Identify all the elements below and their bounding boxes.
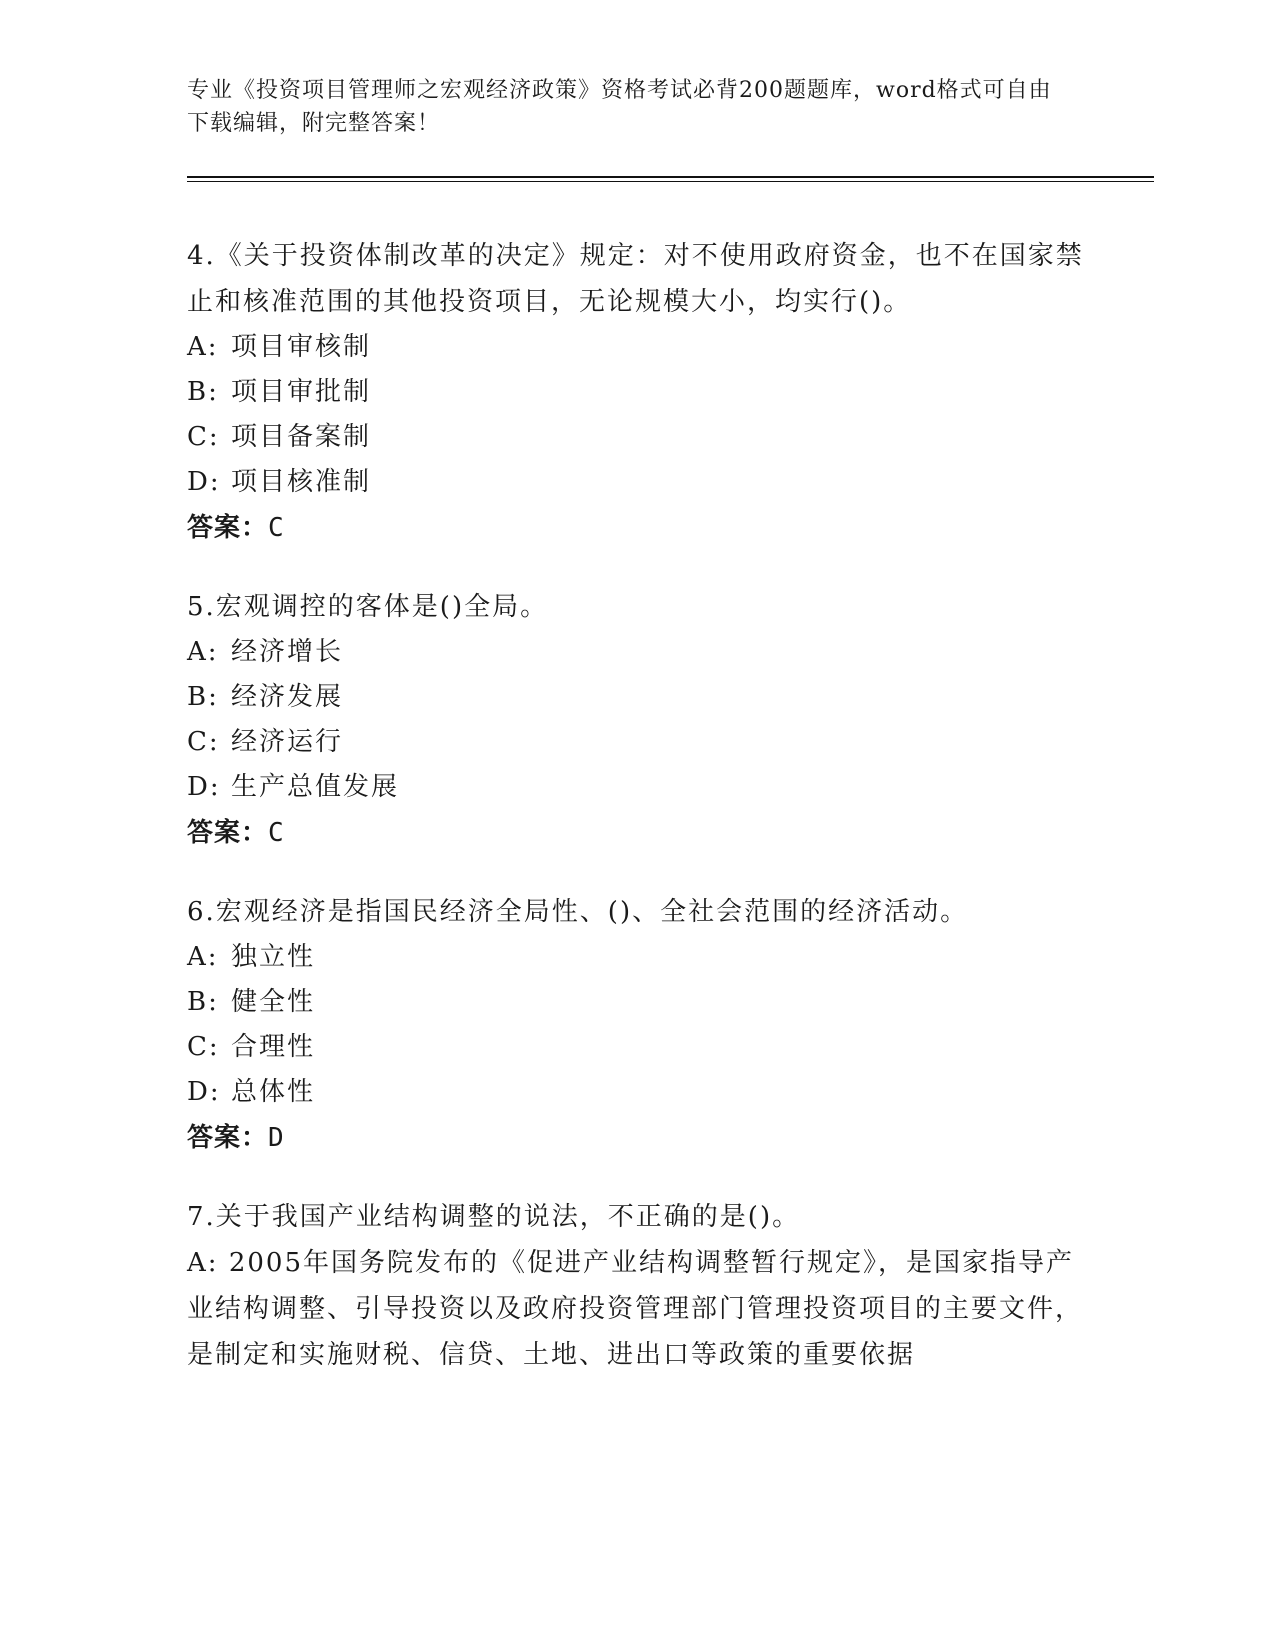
question-text: 4.《关于投资体制改革的决定》规定：对不使用政府资金，也不在国家禁止和核准范围的其他投资项目，无论规模大小，均实行()。 bbox=[187, 241, 1084, 317]
option-text: 生产总值发展 bbox=[231, 772, 400, 802]
option-d bbox=[187, 1070, 1087, 1115]
option-a bbox=[187, 630, 1087, 675]
option-key: C: bbox=[187, 422, 220, 452]
option-text: 经济增长 bbox=[231, 637, 344, 667]
option-key: B: bbox=[187, 682, 219, 712]
option-key: A: bbox=[187, 942, 219, 972]
option-key: D: bbox=[187, 467, 221, 497]
answer-value: C bbox=[268, 513, 285, 543]
question-item bbox=[187, 1194, 1087, 1378]
option-key: C: bbox=[187, 727, 220, 757]
option-key: B: bbox=[187, 377, 219, 407]
option-key: D: bbox=[187, 772, 221, 802]
question-item bbox=[187, 233, 1087, 551]
question-text: 7.关于我国产业结构调整的说法，不正确的是()。 bbox=[187, 1202, 801, 1232]
option-key: A: bbox=[187, 637, 219, 667]
option-b bbox=[187, 675, 1087, 720]
option-text: 经济发展 bbox=[231, 682, 344, 712]
answer-label: 答案： bbox=[187, 513, 269, 543]
option-text: 总体性 bbox=[231, 1077, 316, 1107]
answer-label: 答案： bbox=[187, 818, 269, 848]
option-b bbox=[187, 370, 1087, 415]
option-text: 合理性 bbox=[231, 1032, 316, 1062]
option-text: 经济运行 bbox=[231, 727, 344, 757]
option-a bbox=[187, 935, 1087, 980]
document-header: 专业《投资项目管理师之宏观经济政策》资格考试必背200题题库，word格式可自由下载编辑，附完整答案！ bbox=[187, 78, 1052, 136]
answer-line bbox=[187, 1115, 1087, 1161]
answer-line bbox=[187, 810, 1087, 856]
question-item bbox=[187, 889, 1087, 1161]
question-list bbox=[187, 233, 1087, 1411]
option-c bbox=[187, 1025, 1087, 1070]
question-text: 6.宏观经济是指国民经济全局性、()、全社会范围的经济活动。 bbox=[187, 897, 969, 927]
option-b bbox=[187, 980, 1087, 1025]
header-divider-thin bbox=[187, 181, 1154, 182]
answer-label: 答案： bbox=[187, 1123, 269, 1153]
option-key: A: bbox=[187, 332, 219, 362]
option-d bbox=[187, 460, 1087, 505]
option-text: 2005年国务院发布的《促进产业结构调整暂行规定》，是国家指导产业结构调整、引导投资以及政府投资管理部门管理投资项目的主要文件，是制定和实施财税、信贷、土地、进出口等政策的重要依据 bbox=[187, 1248, 1084, 1370]
header-divider-thick bbox=[187, 176, 1154, 178]
option-c bbox=[187, 720, 1087, 765]
option-a bbox=[187, 325, 1087, 370]
option-text: 项目审核制 bbox=[231, 332, 372, 362]
option-c bbox=[187, 415, 1087, 460]
option-a bbox=[187, 1240, 1087, 1378]
answer-line bbox=[187, 505, 1087, 551]
option-key: B: bbox=[187, 987, 219, 1017]
option-text: 项目核准制 bbox=[231, 467, 372, 497]
option-text: 项目备案制 bbox=[231, 422, 372, 452]
option-key: D: bbox=[187, 1077, 221, 1107]
option-text: 独立性 bbox=[231, 942, 316, 972]
option-text: 项目审批制 bbox=[231, 377, 372, 407]
question-text: 5.宏观调控的客体是()全局。 bbox=[187, 592, 549, 622]
question-item bbox=[187, 584, 1087, 856]
option-key: C: bbox=[187, 1032, 220, 1062]
option-d bbox=[187, 765, 1087, 810]
answer-value: C bbox=[268, 818, 285, 848]
option-key: A: bbox=[187, 1248, 219, 1278]
answer-value: D bbox=[268, 1123, 285, 1153]
option-text: 健全性 bbox=[231, 987, 316, 1017]
